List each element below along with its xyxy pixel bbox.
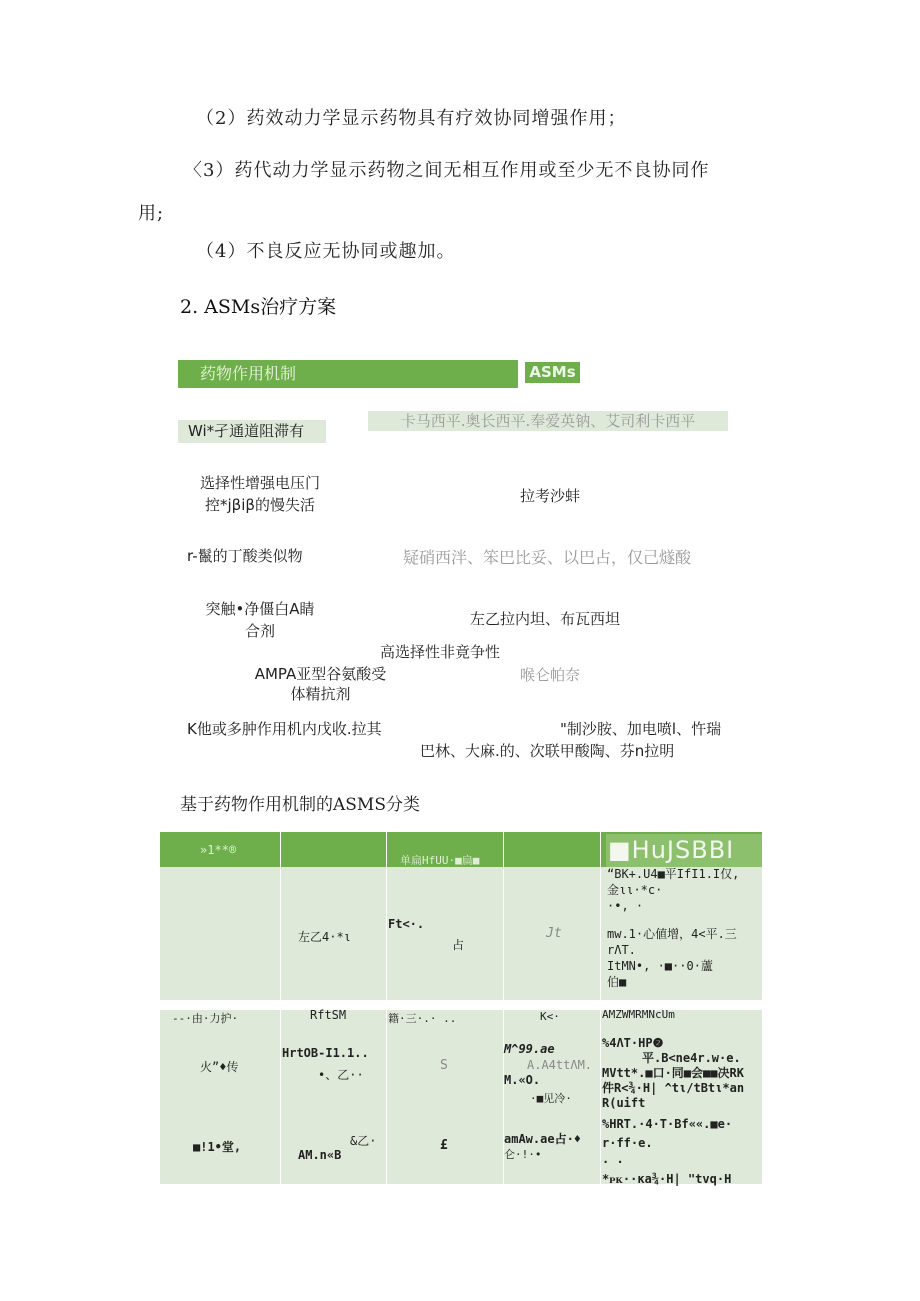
mechanism-header-label: 药物作用机制 xyxy=(200,364,297,383)
mechanism-row-4-line-2: 合剂 xyxy=(244,622,275,640)
mechanism-row-5-top: 高选择性非竟争性 xyxy=(380,643,501,661)
block2-col-4-line-3: M.«O. xyxy=(504,1073,541,1087)
block1-col-5-line: “BK+.U4■平IfI1.I仅, xyxy=(607,867,740,881)
block1-col-4: Jt xyxy=(546,926,562,941)
paragraph-3-line-1: 〈3）药代动力学显示药物之间无相互作用或至少无不良协同作 xyxy=(184,160,710,181)
class-header-col-3: 单扁HfUU·■扁■ xyxy=(400,854,480,867)
block2-col-5-line: MVtt*.■口·同■会■■决RK xyxy=(602,1066,744,1080)
mechanism-row-2-line-2: 控*jβiβ的慢失活 xyxy=(205,496,315,514)
block2-top-col-2: RftSM xyxy=(310,1008,347,1022)
block2-top-col-5: AMZWMRMNcUm xyxy=(602,1008,675,1021)
mechanism-row-5-line-2: 体精抗剂 xyxy=(290,685,351,703)
block2-col-2-line-1: HrtOB-I1.1.. xyxy=(282,1046,369,1060)
block2-col-5 xyxy=(602,1036,744,1187)
block1-col-2: 左乙4·*ι xyxy=(298,930,351,944)
block1-col-5-line: ·•, · xyxy=(607,899,644,913)
drugs-row-6-line-2: 巴林、大麻.的、次联甲酸陶、芬n拉明 xyxy=(420,742,675,760)
paragraph-3-line-2: 用; xyxy=(138,203,165,224)
mechanism-row-4-line-1: 突触•净僵白A睛 xyxy=(205,600,315,618)
block2-col-4-line-4: ·■见冷· xyxy=(530,1092,572,1105)
paragraph-2: （2）药效动力学显示药物具有疗效协同增强作用； xyxy=(196,108,627,129)
mechanism-row-2-line-1: 选择性增强电压门 xyxy=(199,474,320,492)
mechanism-header xyxy=(178,360,518,388)
block1-col-5-line: rΛT. xyxy=(607,943,636,957)
class-header-col-1: »1**® xyxy=(200,843,237,857)
block2-col-5-line: R(uift xyxy=(602,1096,646,1110)
block2-col-2-line-2: •、乙·· xyxy=(318,1068,364,1082)
block2-col-5-line: *ᴘᴋ··κa¾·H| "tvq·H xyxy=(602,1172,732,1186)
block2-col-1-line-1: 火”♦传 xyxy=(200,1060,239,1074)
block2-col-3-line-1: S xyxy=(440,1058,448,1073)
block2-col-4-line-2: A.A4ttΛM. xyxy=(527,1058,593,1072)
block1-col-5-line: ItMN•, ·■··0·蘆 xyxy=(607,959,713,973)
block2-col-5-line: %HRT.·4·T·Bf««.■e· xyxy=(602,1117,733,1131)
block2-col-3-line-2: £ xyxy=(440,1138,448,1153)
block1-col-5 xyxy=(607,866,739,990)
block2-top-col-4: K<· xyxy=(540,1010,560,1023)
drugs-row-3: 疑硝西泮、笨巴比妥、以巴占，仅己燧酸 xyxy=(403,548,692,567)
section-heading: 2. ASMs治疗方案 xyxy=(180,296,337,318)
asms-header xyxy=(525,362,580,383)
drugs-row-2: 拉考沙蚌 xyxy=(520,487,581,505)
block1-col-5-line: 伯■ xyxy=(607,975,627,989)
block2-col-5-line: · · xyxy=(602,1155,624,1169)
mechanism-row-3: r-鬣的丁酸类似物 xyxy=(187,547,303,565)
block1-col-5-line: mw.1·心値增，4<平.三 xyxy=(607,927,737,941)
block1-col-5-line: 金ιι·*c· xyxy=(607,883,663,897)
block2-col-2-line-3: &乙· xyxy=(350,1134,377,1148)
drugs-row-1 xyxy=(368,411,728,431)
block2-col-4-line-5: amAw.ae占·♦ xyxy=(504,1132,582,1146)
drugs-row-4: 左乙拉内坦、布瓦西坦 xyxy=(470,610,621,628)
block2-col-2-line-4: AM.n«B xyxy=(298,1148,342,1162)
block1-col-3-line-1: Ft<·. xyxy=(388,917,425,931)
drugs-row-5: 喉仑帕奈 xyxy=(520,666,581,684)
block2-col-5-line: 平.B<ne4r.w·e. xyxy=(642,1051,741,1065)
block2-col-1-line-2: ■!1•堂, xyxy=(193,1140,242,1154)
mechanism-label: Wi*孑通道阻滞有 xyxy=(188,422,305,440)
block1-col-3-line-2: 占 xyxy=(452,938,465,952)
drugs-row-6-line-1: "制沙胺、加电喷l、忤瑞 xyxy=(560,720,722,738)
block2-col-5-line: %4ΛT·HP❷ xyxy=(602,1036,664,1050)
class-header-col-5: ■HuJSBBI xyxy=(608,836,735,864)
block2-top-col-3: 籍·三·.· .. xyxy=(388,1012,457,1025)
asms-header-label: ASMs xyxy=(529,363,576,381)
block2-top-col-1: --·由·力护· xyxy=(172,1012,239,1025)
block2-col-5-line: 件R<¾·H| ^tι/tBtι*an xyxy=(602,1081,745,1095)
drug-list: 卡马西平.奥长西平.奉爱英钠、艾司利卡西平 xyxy=(400,412,696,430)
block2-col-4-line-1: M^99.ae xyxy=(504,1042,555,1056)
table-caption: 基于药物作用机制的ASMS分类 xyxy=(180,795,420,815)
block2-col-5-line: r·ff·e. xyxy=(602,1136,653,1150)
mechanism-row-5-line-1: AMPA亚型谷氨酸受 xyxy=(254,665,387,683)
block2-col-4-line-6: 仑·!·• xyxy=(504,1148,542,1161)
paragraph-4: （4）不良反应无协同或趣加。 xyxy=(196,241,456,262)
mechanism-row-6: K他或多肿作用机内戊收.拉其 xyxy=(187,720,382,738)
mechanism-row-1 xyxy=(178,420,326,443)
